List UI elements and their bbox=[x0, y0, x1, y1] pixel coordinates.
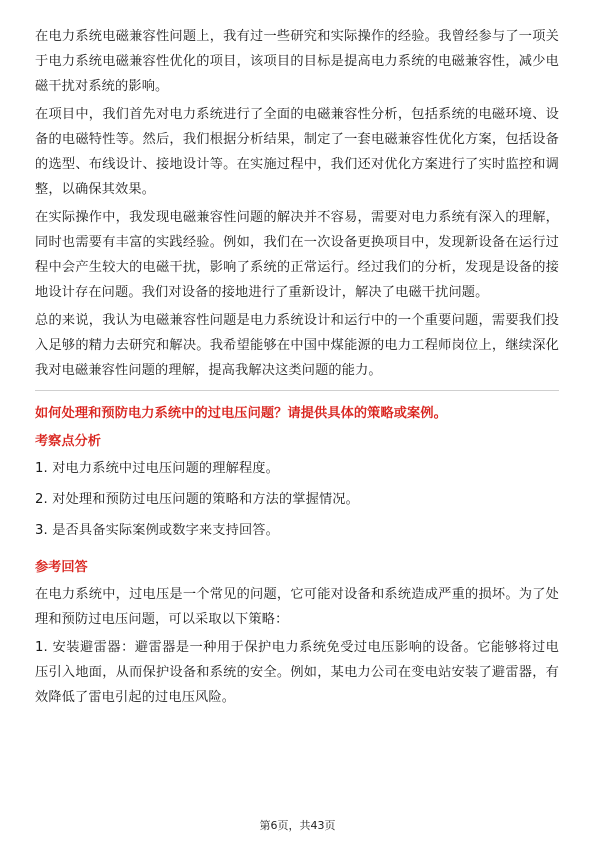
body-paragraph: 在电力系统电磁兼容性问题上，我有过一些研究和实际操作的经验。我曾经参与了一项关于电力系统电磁兼容性优化的项目，该项目的目标是提高电力系统的电磁兼容性，减少电磁干扰对系统的影响。 bbox=[35, 29, 559, 94]
page-number: 第6页，共43页 bbox=[259, 819, 336, 832]
analysis-item: 2. 对处理和预防过电压问题的策略和方法的掌握情况。 bbox=[35, 492, 359, 507]
reference-paragraph: 1. 安装避雷器：避雷器是一种用于保护电力系统免受过电压影响的设备。它能够将过电压引入地面，从而保护设备和系统的安全。例如，某电力公司在变电站安装了避雷器，有效降低了雷电引起的过电压风险。 bbox=[35, 640, 559, 705]
section-divider bbox=[35, 390, 559, 391]
analysis-item: 1. 对电力系统中过电压问题的理解程度。 bbox=[35, 461, 279, 476]
body-paragraph: 总的来说，我认为电磁兼容性问题是电力系统设计和运行中的一个重要问题，需要我们投入足够的精力去研究和解决。我希望能够在中国中煤能源的电力工程师岗位上，继续深化我对电磁兼容性问题的理解，提高我解决这类问题的能力。 bbox=[35, 313, 559, 378]
analysis-heading: 考察点分析 bbox=[35, 434, 101, 449]
body-paragraph: 在项目中，我们首先对电力系统进行了全面的电磁兼容性分析，包括系统的电磁环境、设备的电磁特性等。然后，我们根据分析结果，制定了一套电磁兼容性优化方案，包括设备的选型、布线设计、接地设计等。在实施过程中，我们还对优化方案进行了实时监控和调整，以确保其效果。 bbox=[35, 107, 559, 197]
body-paragraph: 在实际操作中，我发现电磁兼容性问题的解决并不容易，需要对电力系统有深入的理解，同时也需要有丰富的实践经验。例如，我们在一次设备更换项目中，发现新设备在运行过程中会产生较大的电磁干扰，影响了系统的正常运行。经过我们的分析，发现是设备的接地设计存在问题。我们对设备的接地进行了重新设计，解决了电磁干扰问题。 bbox=[35, 210, 559, 300]
question-title: 如何处理和预防电力系统中的过电压问题？请提供具体的策略或案例。 bbox=[35, 406, 447, 421]
reference-heading: 参考回答 bbox=[35, 560, 88, 575]
analysis-item: 3. 是否具备实际案例或数字来支持回答。 bbox=[35, 523, 279, 538]
page-content bbox=[35, 24, 559, 713]
reference-paragraph: 在电力系统中，过电压是一个常见的问题，它可能对设备和系统造成严重的损坏。为了处理和预防过电压问题，可以采取以下策略： bbox=[35, 587, 559, 627]
